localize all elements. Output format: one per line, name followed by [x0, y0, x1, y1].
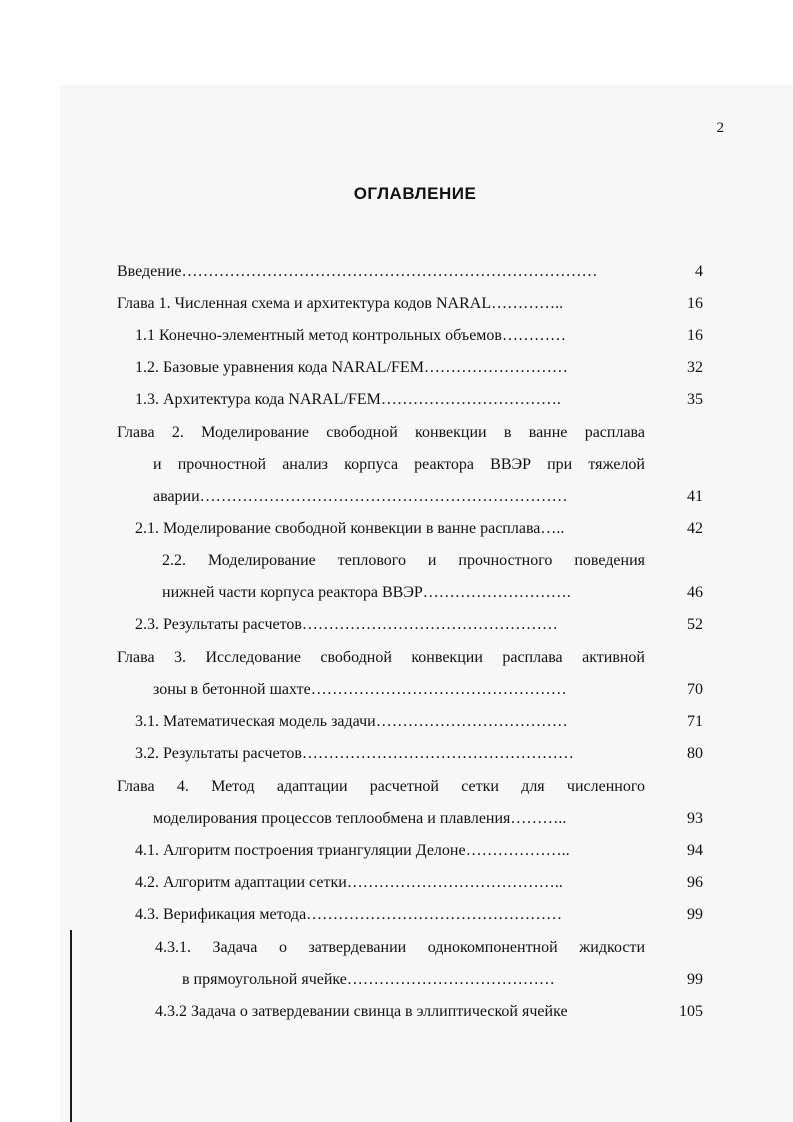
toc-page-number: 42 — [687, 520, 703, 537]
toc-entry-chapter-2[interactable] — [117, 421, 645, 445]
toc-entry-text: Глава 2. Моделирование свободной конвекции в ванне расплава — [117, 424, 645, 441]
scan-margin-line — [70, 930, 72, 1122]
toc-entry-section-4-3-2[interactable] — [155, 1000, 645, 1024]
toc-page-number: 71 — [687, 713, 703, 730]
toc-page-number: 99 — [687, 906, 703, 923]
toc-entry-text: 1.1 Конечно-элементный метод контрольных объемов — [135, 327, 502, 344]
toc-entry-chapter-3[interactable] — [117, 646, 645, 670]
toc-entry-chapter-3-continued — [153, 678, 645, 702]
toc-entry-text: аварии — [153, 488, 200, 505]
toc-entry-text: 1.2. Базовые уравнения кода NARAL/FEM — [135, 359, 424, 376]
toc-entry-chapter-4-continued — [153, 807, 645, 831]
toc-page-number: 41 — [687, 488, 703, 505]
toc-page-number: 94 — [687, 842, 703, 859]
toc-leader-dots: ………… — [501, 327, 566, 344]
toc-page-number: 96 — [687, 874, 703, 891]
toc-entry-section-3-2[interactable] — [135, 742, 645, 766]
toc-entry-section-4-3-1-continued — [182, 968, 645, 992]
toc-entry-text: 2.2. Моделирование теплового и прочностного поведения — [162, 552, 645, 569]
toc-leader-dots: ………….. — [491, 295, 564, 312]
toc-entry-text: 4.3. Верификация метода — [135, 906, 307, 923]
toc-entry-section-2-1[interactable] — [135, 517, 645, 541]
toc-leader-dots: ………………………. — [422, 584, 571, 601]
toc-entry-text: 2.1. Моделирование свободной конвекции в ванне расплава — [135, 520, 541, 537]
toc-entry-text: 2.3. Результаты расчетов — [135, 616, 302, 633]
toc-leader-dots: …………………………………………………………… — [199, 488, 568, 505]
toc-entry-chapter-2-continued — [153, 453, 645, 477]
toc-page-number: 105 — [679, 1003, 703, 1020]
toc-entry-text: моделирования процессов теплообмена и плавления — [153, 810, 511, 827]
toc-entry-text: 4.3.1. Задача о затвердевании однокомпонентной жидкости — [155, 939, 645, 956]
toc-entry-section-3-1[interactable] — [135, 710, 645, 734]
toc-entry-text: в прямоугольной ячейке — [182, 971, 347, 988]
toc-entry-text: и прочностной анализ корпуса реактора ВВЭР при тяжелой — [153, 456, 645, 473]
toc-leader-dots: ………………………………… — [346, 971, 555, 988]
toc-entry-section-1-2[interactable] — [135, 356, 645, 380]
toc-page-number: 46 — [687, 584, 703, 601]
toc-entry-section-2-2[interactable] — [162, 549, 645, 573]
toc-page-number: 16 — [687, 295, 703, 312]
toc-entry-text: Введение — [117, 263, 182, 280]
toc-entry-section-4-3-1[interactable] — [155, 936, 645, 960]
toc-entry-text: Глава 1. Численная схема и архитектура кодов NARAL — [117, 295, 492, 312]
toc-entry-section-4-1[interactable] — [135, 839, 645, 863]
toc-page-number: 16 — [687, 327, 703, 344]
toc-leader-dots: ………………………………………… — [310, 681, 567, 698]
toc-entry-section-4-3[interactable] — [135, 903, 645, 927]
toc-entry-section-2-3[interactable] — [135, 613, 645, 637]
toc-entry-intro[interactable] — [117, 260, 645, 284]
toc-entry-section-1-1[interactable] — [135, 324, 645, 348]
toc-leader-dots: ……………….. — [465, 842, 570, 859]
toc-entry-section-4-2[interactable] — [135, 871, 645, 895]
toc-entry-section-1-3[interactable] — [135, 388, 645, 412]
toc-page-number: 32 — [687, 359, 703, 376]
toc-page-number: 93 — [687, 810, 703, 827]
toc-leader-dots: …………………………………………… — [301, 745, 574, 762]
toc-entry-text: 3.1. Математическая модель задачи — [135, 713, 376, 730]
toc-page-number: 35 — [687, 391, 703, 408]
toc-page-number: 80 — [687, 745, 703, 762]
toc-entry-text: 4.3.2 Задача о затвердевании свинца в эллиптической ячейке — [155, 1003, 568, 1020]
toc-leader-dots: ……………………… — [423, 359, 568, 376]
toc-leader-dots: ……………………………… — [375, 713, 568, 730]
toc-leader-dots: ………………………………………… — [306, 906, 563, 923]
toc-leader-dots: ………………………………………… — [301, 616, 558, 633]
toc-entry-text: 4.2. Алгоритм адаптации сетки — [135, 874, 347, 891]
page-number: 2 — [716, 120, 724, 136]
toc-entry-chapter-1[interactable] — [117, 292, 645, 316]
toc-leader-dots: ….. — [540, 520, 565, 537]
toc-page-number: 4 — [695, 263, 703, 280]
toc-entry-text: нижней части корпуса реактора ВВЭР — [162, 584, 423, 601]
toc-leader-dots: ……………………………. — [380, 391, 561, 408]
toc-entry-text: Глава 3. Исследование свободной конвекции расплава активной — [117, 649, 645, 666]
toc-leader-dots: ………………………………….. — [346, 874, 563, 891]
toc-entry-chapter-2-end — [153, 485, 645, 509]
toc-leader-dots — [568, 1000, 645, 1024]
toc-entry-text: Глава 4. Метод адаптации расчетной сетки для численного — [117, 778, 645, 795]
toc-entry-text: 3.2. Результаты расчетов — [135, 745, 302, 762]
toc-leader-dots: ……….. — [510, 810, 567, 827]
toc-page-number: 70 — [687, 681, 703, 698]
toc-entry-text: зоны в бетонной шахте — [153, 681, 311, 698]
toc-entry-text: 1.3. Архитектура кода NARAL/FEM — [135, 391, 381, 408]
toc-entry-section-2-2-continued — [162, 581, 645, 605]
toc-page-number: 99 — [687, 971, 703, 988]
toc-entry-text: 4.1. Алгоритм построения триангуляции Делоне — [135, 842, 466, 859]
toc-page-number: 52 — [687, 616, 703, 633]
page-title: ОГЛАВЛЕНИЕ — [353, 184, 477, 203]
toc-leader-dots: …………………………………………………………………… — [181, 263, 598, 280]
toc-entry-chapter-4[interactable] — [117, 775, 645, 799]
